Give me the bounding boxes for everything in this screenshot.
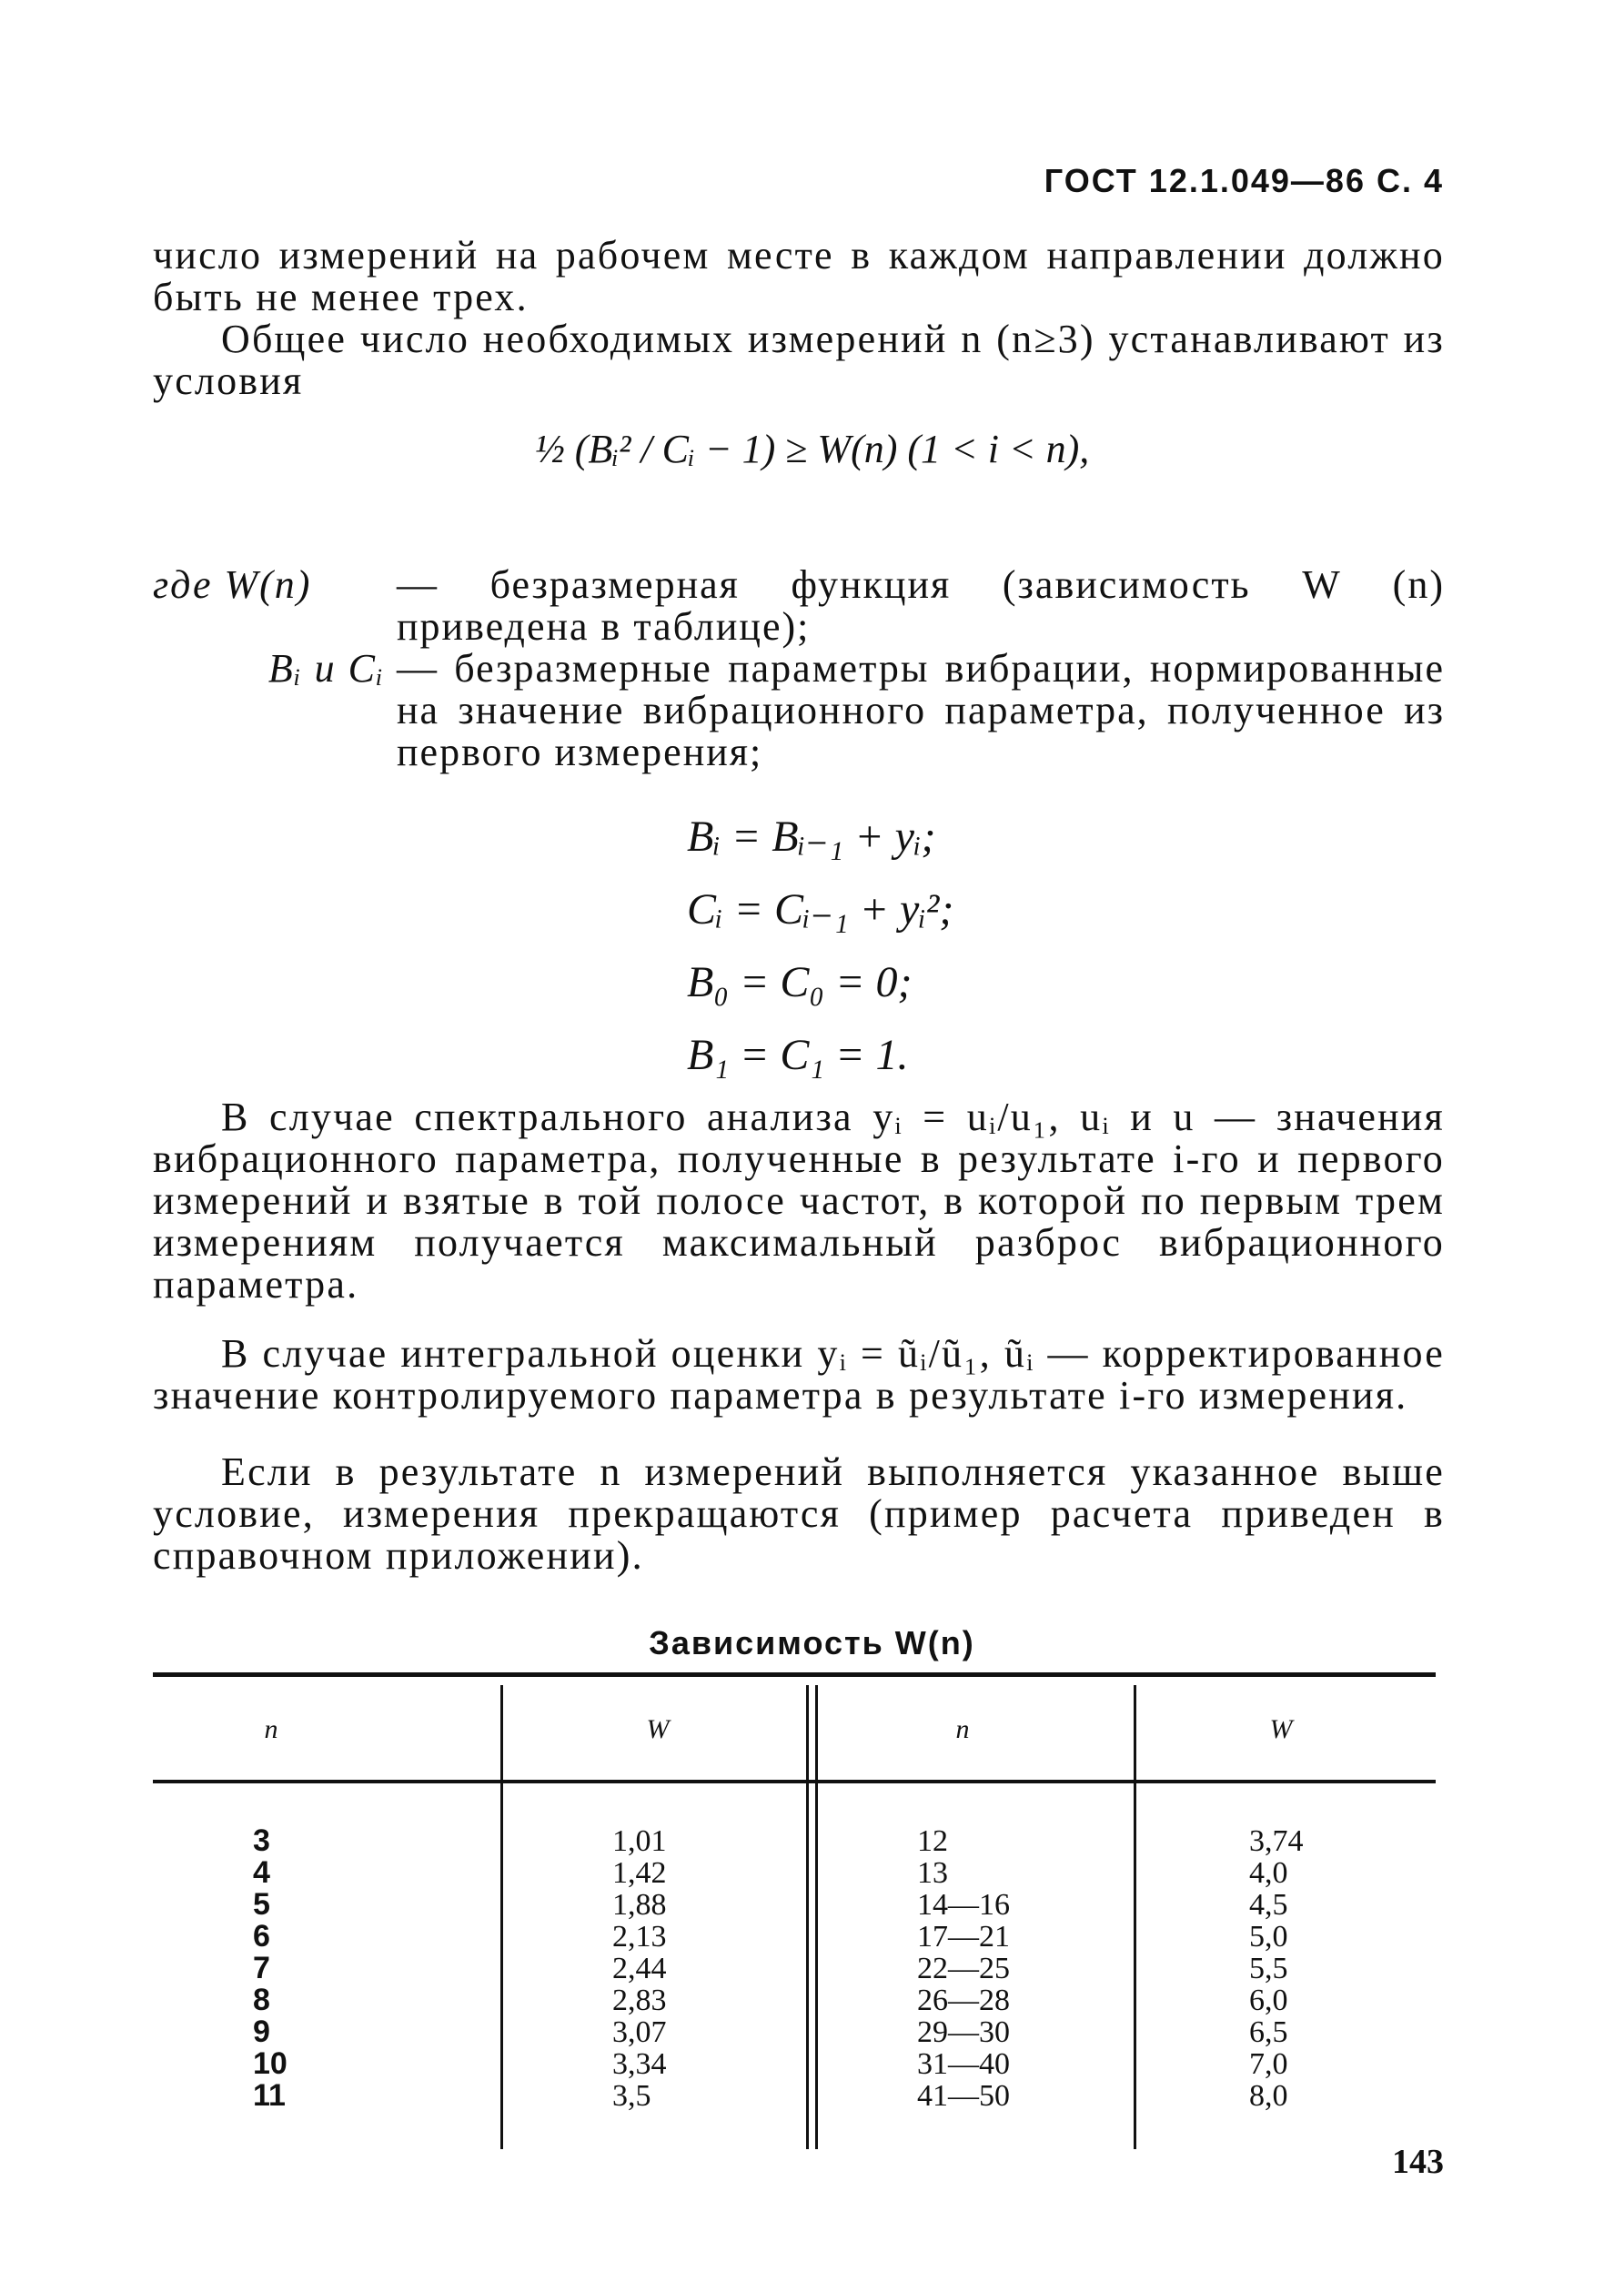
column-divider	[500, 1685, 503, 2149]
paragraph-3: В случае спектрального анализа yᵢ = uᵢ/u₁, uᵢ и u — значения вибрационного параметра, полученные в результате i-го и первого измерений и взятые в той полосе частот, в которой по первым трем измерениям получается максимальный разброс вибрационного параметра.	[153, 1095, 1445, 1307]
table-cell: 8,0	[1249, 2079, 1288, 2113]
equations-block	[687, 801, 953, 1092]
paragraph-5: Если в результате n измерений выполняется указанное выше условие, измерения прекращаются (пример расчета приведен в справочном приложении).	[153, 1449, 1445, 1578]
paragraph-4: В случае интегральной оценки yᵢ = ũᵢ/ũ₁, ũᵢ — корректированное значение контролируемого параметра в результате i-го измерения.	[153, 1331, 1445, 1418]
definition-row	[153, 564, 1445, 648]
column-divider	[815, 1685, 818, 2149]
table-cell: 14—16	[917, 1888, 1010, 1922]
table-cell: 3,5	[612, 2079, 651, 2113]
table-cell: 13	[917, 1856, 948, 1890]
page-header: ГОСТ 12.1.049—86 С. 4	[1044, 162, 1444, 199]
definitions-block	[153, 564, 1445, 773]
table-cell: 8	[253, 1983, 270, 2017]
equation-line: B₀ = C₀ = 0;	[687, 958, 913, 1006]
table-cell: 6,0	[1249, 1984, 1288, 2017]
table-cell: 6,5	[1249, 2015, 1288, 2049]
table-header-rule	[153, 1780, 1436, 1783]
definition-desc: — безразмерные параметры вибрации, нормированные на значение вибрационного параметра, полученное из первого измерения;	[397, 646, 1445, 774]
equation-line: Cᵢ = Cᵢ₋₁ + yᵢ²;	[687, 885, 954, 934]
table-cell: 9	[253, 2014, 270, 2049]
paragraph-2: Общее число необходимых измерений n (n≥3) устанавливают из условия	[153, 317, 1445, 403]
table-column-n2	[917, 1825, 1063, 2112]
table-cell: 4	[253, 1855, 270, 1890]
table-cell: 7,0	[1249, 2047, 1288, 2081]
table-cell: 3	[253, 1823, 270, 1858]
table-header-n: n	[264, 1714, 278, 1744]
table-header-w: W	[1269, 1714, 1293, 1744]
table-cell: 29—30	[917, 2015, 1010, 2049]
table-cell: 4,0	[1249, 1856, 1288, 1890]
definition-term: Bᵢ и Cᵢ	[267, 646, 385, 691]
column-divider	[1134, 1685, 1136, 2149]
paragraph-1: число измерений на рабочем месте в каждом направлении должно быть не менее трех.	[153, 233, 1445, 319]
table-cell: 5,5	[1249, 1952, 1288, 1985]
table-cell: 26—28	[917, 1984, 1010, 2017]
table-cell: 2,44	[612, 1952, 667, 1985]
table-top-rule	[153, 1672, 1436, 1677]
table-cell: 41—50	[917, 2079, 1010, 2113]
definition-desc: — безразмерная функция (зависимость W (n) приведена в таблице);	[397, 562, 1445, 649]
equation-line: B₁ = C₁ = 1.	[687, 1031, 909, 1079]
table-header-n: n	[955, 1714, 970, 1744]
column-divider	[806, 1685, 809, 2149]
table-cell: 1,01	[612, 1824, 667, 1858]
table-cell: 11	[253, 2078, 286, 2113]
table-cell: 1,42	[612, 1856, 667, 1890]
table-cell: 4,5	[1249, 1888, 1288, 1922]
table-cell: 5	[253, 1887, 270, 1922]
definition-term: где W(n)	[153, 562, 312, 607]
table-cell: 3,74	[1249, 1824, 1304, 1858]
table-cell: 2,13	[612, 1920, 667, 1954]
table-cell: 1,88	[612, 1888, 667, 1922]
table-cell: 6	[253, 1919, 270, 1954]
table-column-w2	[1249, 1825, 1358, 2112]
table-cell: 5,0	[1249, 1920, 1288, 1954]
table-cell: 3,34	[612, 2047, 667, 2081]
table-cell: 31—40	[917, 2047, 1010, 2081]
table-column-n1	[253, 1825, 344, 2112]
table-cell: 22—25	[917, 1952, 1010, 1985]
page-number: 143	[1392, 2143, 1444, 2181]
table-cell: 2,83	[612, 1984, 667, 2017]
table-cell: 17—21	[917, 1920, 1010, 1954]
definition-row	[153, 648, 1445, 773]
table-caption: Зависимость W(n)	[649, 1624, 975, 1661]
table-cell: 12	[917, 1824, 948, 1858]
table-cell: 3,07	[612, 2015, 667, 2049]
equation-line: Bᵢ = Bᵢ₋₁ + yᵢ;	[687, 813, 936, 861]
table-cell: 7	[253, 1951, 270, 1985]
table-column-w1	[612, 1825, 721, 2112]
table-cell: 10	[253, 2046, 287, 2081]
main-formula: ½ (Bᵢ² / Cᵢ − 1) ≥ W(n) (1 < i < n),	[534, 427, 1090, 471]
table-header-w: W	[646, 1714, 670, 1744]
